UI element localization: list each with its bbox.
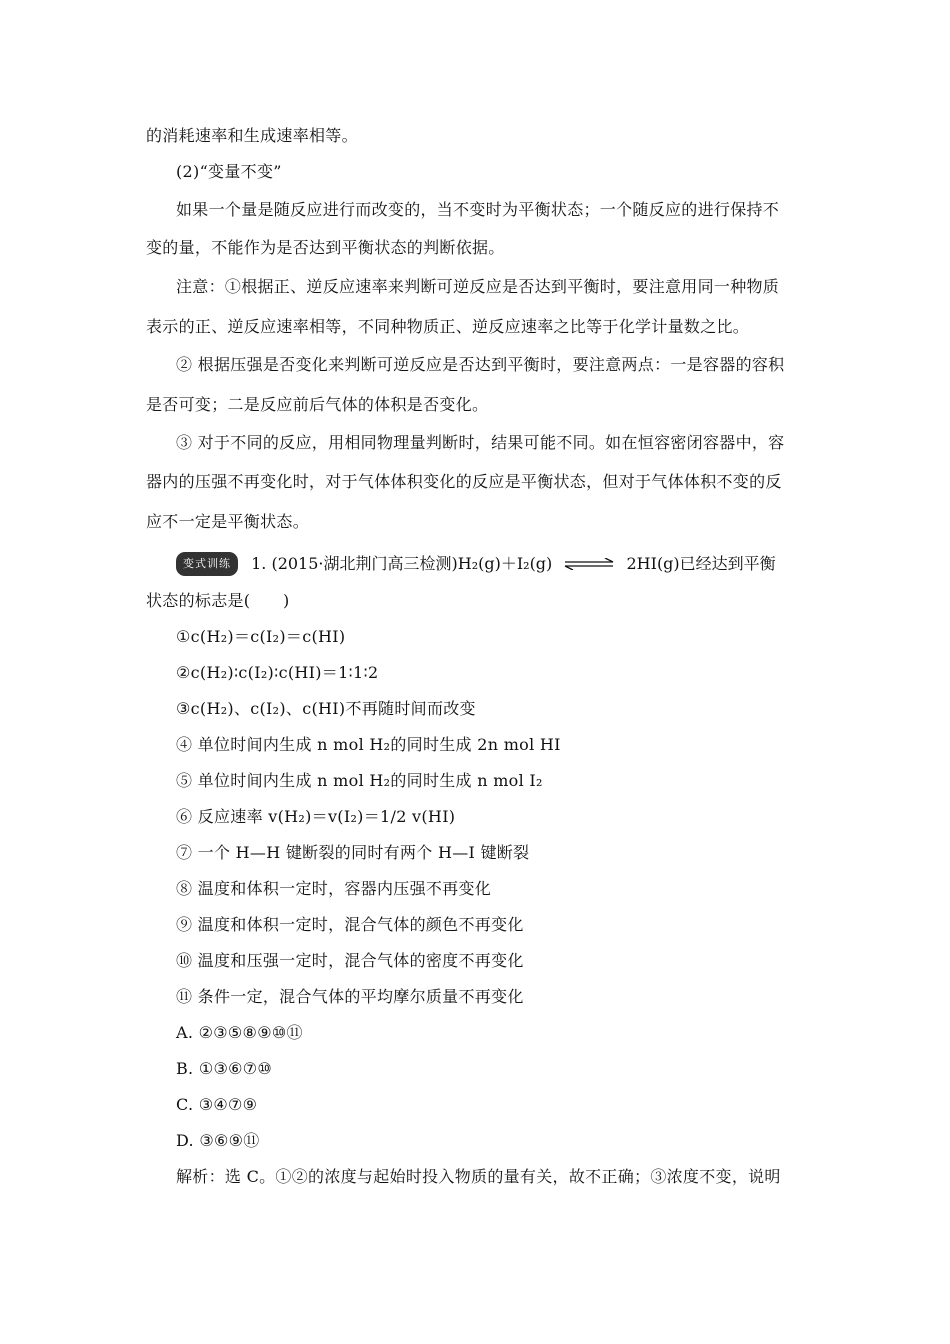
- note-line: 表示的正、逆反应速率相等，不同种物质正、逆反应速率之比等于化学计量数之比。: [146, 317, 750, 336]
- list-item: ③c(H₂)、c(I₂)、c(HI)不再随时间而改变: [176, 699, 476, 718]
- list-item: ④ 单位时间内生成 n mol H₂的同时生成 2n mol HI: [176, 735, 561, 754]
- question-text: 1. (2015·湖北荆门高三检测)H₂(g)＋I₂(g): [251, 554, 553, 573]
- list-item: ⑦ 一个 H—H 键断裂的同时有两个 H—I 键断裂: [176, 843, 530, 862]
- paragraph-line: 如果一个量是随反应进行而改变的，当不变时为平衡状态；一个随反应的进行保持不: [176, 200, 780, 219]
- answer-option: A. ②③⑤⑧⑨⑩⑪: [176, 1023, 303, 1042]
- list-item: ⑪ 条件一定，混合气体的平均摩尔质量不再变化: [176, 987, 524, 1006]
- note-line: ③ 对于不同的反应，用相同物理量判断时，结果可能不同。如在恒容密闭容器中，容: [176, 433, 785, 452]
- answer-option: B. ①③⑥⑦⑩: [176, 1059, 273, 1078]
- list-item: ⑩ 温度和压强一定时，混合气体的密度不再变化: [176, 951, 524, 970]
- list-item: ⑤ 单位时间内生成 n mol H₂的同时生成 n mol I₂: [176, 771, 543, 790]
- list-item: ①c(H₂)＝c(I₂)＝c(HI): [176, 627, 346, 646]
- answer-option: D. ③⑥⑨⑪: [176, 1131, 260, 1150]
- question-text: 状态的标志是( ): [146, 591, 290, 610]
- list-item: ⑥ 反应速率 v(H₂)＝v(I₂)＝1/2 v(HI): [176, 807, 456, 826]
- paragraph-line: 变的量，不能作为是否达到平衡状态的判断依据。: [146, 238, 505, 257]
- note-line: 是否可变；二是反应前后气体的体积是否变化。: [146, 395, 489, 414]
- section-heading: (2)“变量不变”: [176, 162, 282, 181]
- list-item: ⑧ 温度和体积一定时，容器内压强不再变化: [176, 879, 492, 898]
- paragraph-line: 的消耗速率和生成速率相等。: [146, 126, 358, 145]
- list-item: ②c(H₂)∶c(I₂)∶c(HI)＝1∶1∶2: [176, 663, 379, 682]
- question-text: 2HI(g)已经达到平衡: [626, 554, 776, 573]
- note-line: ② 根据压强是否变化来判断可逆反应是否达到平衡时，要注意两点：一是容器的容积: [176, 355, 785, 374]
- equilibrium-arrow-icon: [563, 558, 615, 570]
- list-item: ⑨ 温度和体积一定时，混合气体的颜色不再变化: [176, 915, 524, 934]
- exercise-question: [176, 552, 776, 576]
- note-line: 器内的压强不再变化时，对于气体体积变化的反应是平衡状态，但对于气体体积不变的反: [146, 472, 782, 491]
- note-line: 注意：①根据正、逆反应速率来判断可逆反应是否达到平衡时，要注意用同一种物质: [176, 277, 780, 296]
- answer-option: C. ③④⑦⑨: [176, 1095, 258, 1114]
- exercise-badge: 变式训练: [176, 552, 238, 576]
- note-line: 应不一定是平衡状态。: [146, 512, 310, 531]
- analysis-text: 解析：选 C。①②的浓度与起始时投入物质的量有关，故不正确；③浓度不变，说明: [176, 1167, 781, 1186]
